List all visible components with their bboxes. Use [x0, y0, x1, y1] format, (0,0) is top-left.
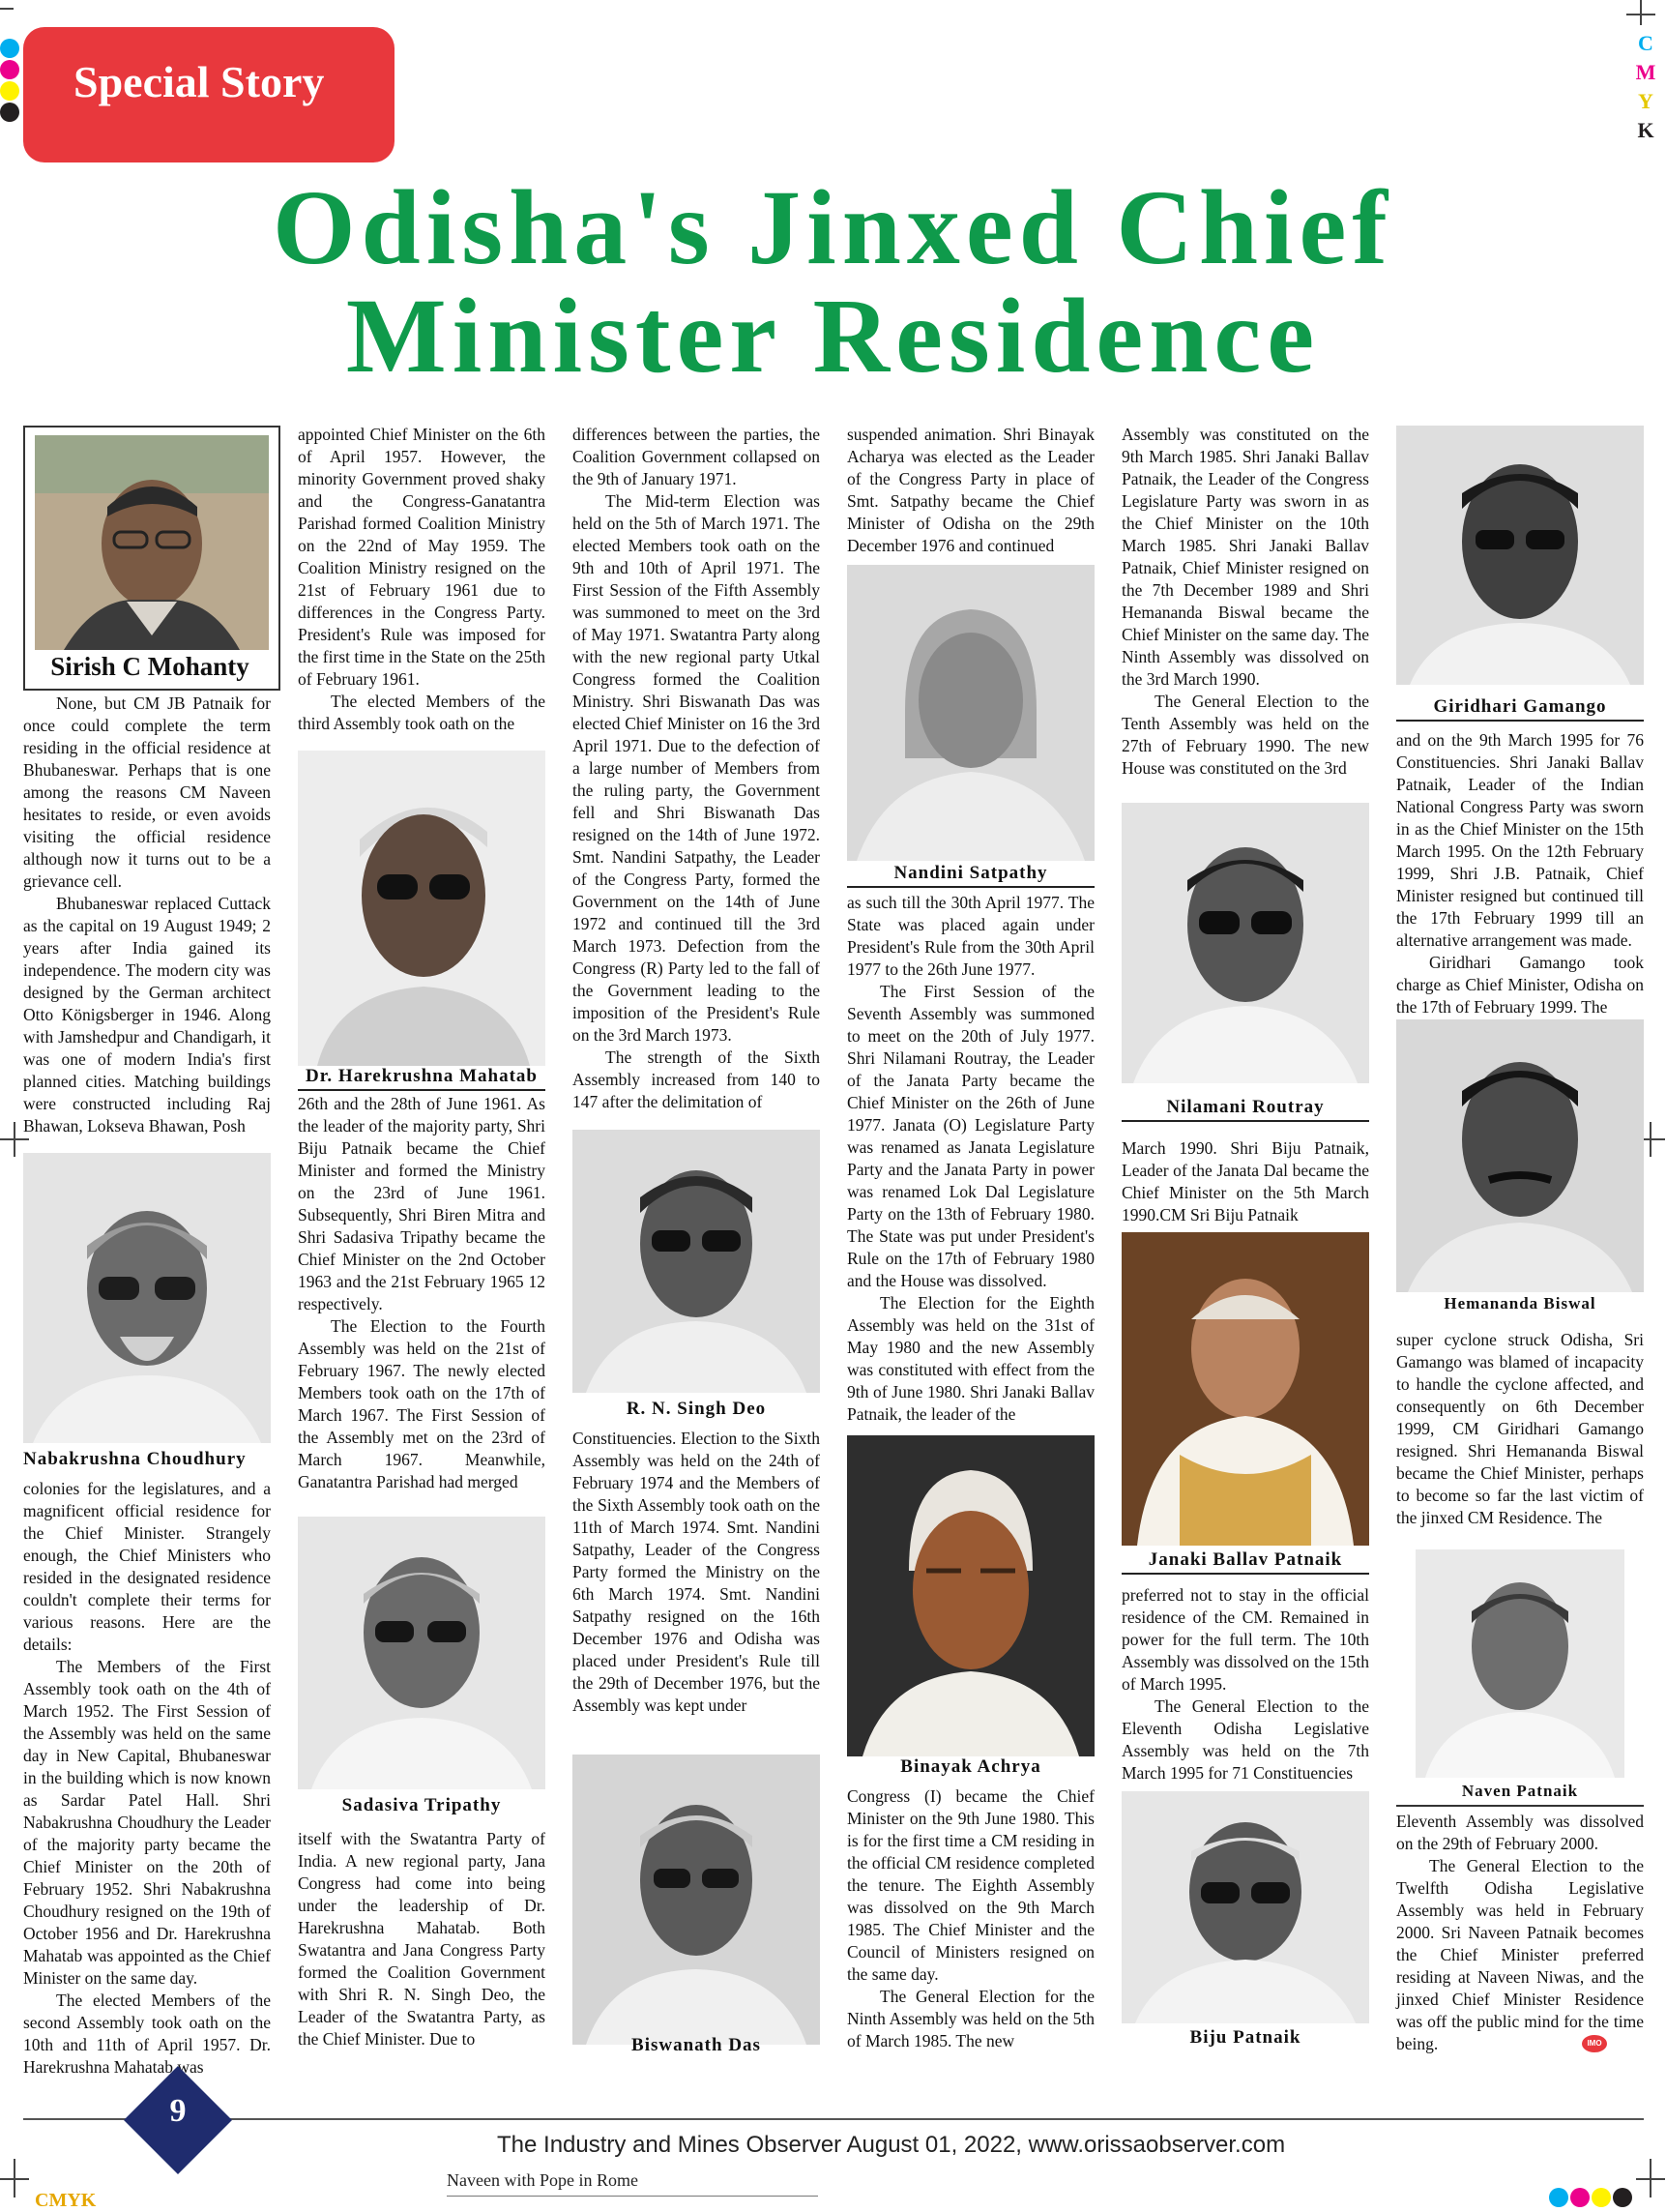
paragraph: colonies for the legislatures, and a magnificent official residence for the Chief Minister. Strangely enough, the Chief Ministers who resided in the designated residence couldn't complete their terms for various reasons. Here are the details: [23, 1479, 271, 1654]
crop-mark [0, 8, 14, 10]
teaser-rule [447, 2196, 818, 2197]
routray-caption: Nilamani Routray [1122, 1097, 1369, 1122]
column-2-bottom [298, 1828, 545, 2050]
column-6-top [1396, 729, 1644, 1018]
portrait-icon [1416, 1549, 1624, 1778]
magenta-dot [0, 60, 19, 79]
achrya-photo [847, 1435, 1095, 1756]
black-dot [1613, 2188, 1632, 2207]
paragraph: super cyclone struck Odisha, Sri Gamango was blamed of incapacity to handle the cyclone affected, and consequently on 6th December 1999, CM Giridhari Gamango resigned. Shri Hemananda Biswal became the Chief Minister, perhaps to become so far the last victim of the jinxed CM Residence. The [1396, 1330, 1644, 1527]
naveen-caption: Naven Patnaik [1461, 1782, 1579, 1800]
naveen-photo [1416, 1549, 1624, 1778]
crop-mark [1636, 2178, 1665, 2180]
column-1-top [23, 693, 271, 1137]
paragraph: The General Election for the Ninth Assembly was held on the 5th of March 1985. The new [847, 1987, 1095, 2050]
paragraph: The elected Members of the third Assembly took oath on the [298, 692, 545, 733]
biswal-caption: Hemananda Biswal [1444, 1294, 1596, 1312]
author-photo-frame [23, 426, 280, 691]
cmyk-c: C [1638, 31, 1653, 55]
column-4-bottom [847, 1785, 1095, 2052]
paragraph: appointed Chief Minister on the 6th of April 1957. However, the minority Government proved shaky and the Congress-Ganatantra Parishad formed Coalition Ministry on the 22nd of May 1959. The Coalition Ministry resigned on the 21st of February 1961 due to differences in the Congress Party. President's Rule was imposed for the first time in the State on the 25th of February 1961. [298, 425, 545, 689]
cmyk-y: Y [1638, 89, 1653, 113]
choudhury-photo [23, 1153, 271, 1443]
mahatab-caption: Dr. Harekrushna Mahatab [298, 1066, 545, 1091]
paragraph: Giridhari Gamango took charge as Chief Minister, Odisha on the 17th of February 1999. The [1396, 953, 1644, 1017]
cmyk-m: M [1635, 60, 1656, 84]
cmyk-k: K [1637, 118, 1654, 142]
portrait-icon [572, 1755, 820, 2045]
paragraph: differences between the parties, the Coalition Government collapsed on the 9th of January 1971. [572, 425, 820, 488]
headline-line-2: Minister Residence [345, 277, 1321, 395]
yellow-dot [1592, 2188, 1611, 2207]
satpathy-photo [847, 565, 1095, 861]
paragraph: 26th and the 28th of June 1961. As the leader of the majority party, Shri Biju Patnaik became the Chief Minister and formed the Ministry on the 23rd of June 1961. Subsequently, Shri Biren Mitra and Shri Sadasiva Tripathy became the Chief Minister on the 2nd October 1963 and the 21st February 1965 12 respectively. [298, 1094, 545, 1313]
paragraph: March 1990. Shri Biju Patnaik, Leader of the Janata Dal became the Chief Minister on the 5th March 1990.CM Sri Biju Patnaik [1122, 1138, 1369, 1224]
paragraph: itself with the Swatantra Party of India. A new regional party, Jana Congress had come into being under the leadership of Dr. Harekrushna Mahatab. Both Swatantra and Jana Congress Party formed the Coalition Government with Shri R. N. Singh Deo, the Leader of the Swatantra Party, as the Chief Minister. Due to [298, 1829, 545, 2049]
paragraph: as such till the 30th April 1977. The State was placed again under President's Rule from the 30th April 1977 to the 26th June 1977. [847, 893, 1095, 979]
column-6-bottom [1396, 1811, 1644, 2055]
achrya-caption: Binayak Achrya [900, 1756, 1041, 1777]
cyan-dot [0, 39, 19, 58]
portrait-icon [1396, 1019, 1644, 1292]
portrait-icon [572, 1130, 820, 1393]
cmyk-footer-text: CMYK [35, 2190, 97, 2211]
paragraph: The General Election to the Tenth Assembly was held on the 27th of February 1990. The new House was constituted on the 3rd [1122, 692, 1369, 778]
paragraph: Bhubaneswar replaced Cuttack as the capital on 19 August 1949; 2 years after India gained its independence. The modern city was designed by the German architect Otto Königsberger in 1946. Along with Jamshedpur and Chandigarh, it was one of modern India's first planned cities. Matching buildings were constructed including Raj Bhawan, Lokseva Bhawan, Posh [23, 894, 271, 1135]
column-3-top [572, 424, 820, 1113]
column-3-middle [572, 1428, 820, 1717]
biswal-photo [1396, 1019, 1644, 1292]
paragraph: Eleventh Assembly was dissolved on the 29th of February 2000. [1396, 1812, 1644, 1853]
yellow-dot [0, 81, 19, 101]
singhdeo-caption: R. N. Singh Deo [626, 1399, 767, 1419]
special-story-label: Special Story [73, 57, 325, 106]
portrait-icon [1122, 1791, 1369, 2023]
crop-mark [0, 1138, 29, 1140]
paragraph: The Election for the Eighth Assembly was held on the 31st of May 1980 and the new Assembly was constituted with effect from the 9th of June 1980. Shri Janaki Ballav Patnaik, the leader of the [847, 1293, 1095, 1424]
crop-mark [0, 2178, 29, 2180]
author-portrait-icon [25, 428, 278, 689]
next-story-teaser: Naveen with Pope in Rome [447, 2170, 638, 2190]
paragraph: The Mid-term Election was held on the 5th of March 1971. The elected Members took oath on the 9th and 10th of April 1971. The First Session of the Fifth Assembly was summoned to meet on the 3rd of May 1971. Swatantra Party along with the new regional party Utkal Congress formed the Coalition Ministry. Shri Biswanath Das was elected Chief Minister on 16 the 3rd April 1971. Due to the defection of a large number of Members from the ruling party, the Government fell and Shri Biswanath Das resigned on the 14th of June 1972. Smt. Nandini Satpathy, the Leader of the Congress Party, formed the Government on the 14th of June 1972 and continued till the 3rd March 1973. Defection from the Congress (R) Party led to the fall of the Government leading to the imposition of the President's Rule on the 3rd March 1973. [572, 491, 820, 1045]
column-2-middle [298, 1093, 545, 1493]
publication-line: The Industry and Mines Observer August 01, 2022, www.orissaobserver.com [497, 2132, 1286, 2158]
portrait-icon [1122, 1232, 1369, 1546]
portrait-icon [298, 1517, 545, 1789]
paragraph: None, but CM JB Patnaik for once could complete the term residing in the official residence at Bhubaneswar. Perhaps that is one among the reasons CM Naveen hesitates to reside, or even avoids visiting the official residence although now it turns out to be a grievance cell. [23, 693, 271, 891]
paragraph: The Election to the Fourth Assembly was held on the 21st of February 1967. The newly elected Members took oath on the 17th of March 1967. The First Session of the Assembly met on the 23rd of March 1967. Meanwhile, Ganatantra Parishad had merged [298, 1316, 545, 1491]
paragraph: Constituencies. Election to the Sixth Assembly was held on the 24th of February 1974 and the Members of the Sixth Assembly took oath on the 11th of March 1974. Smt. Nandini Satpathy, Leader of the Congress Party formed the Ministry on the 6th March 1974. Smt. Nandini Satpathy resigned on the 16th December 1976 and Odisha was placed under President's Rule till the 29th of December 1976, but the Assembly was kept under [572, 1429, 820, 1715]
jbpatnaik-photo [1122, 1232, 1369, 1546]
footer-rule [23, 2118, 1644, 2120]
singhdeo-photo [572, 1130, 820, 1393]
jbpatnaik-caption: Janaki Ballav Patnaik [1122, 1549, 1369, 1575]
portrait-icon [298, 751, 545, 1066]
column-6-middle [1396, 1329, 1644, 1529]
paragraph: and on the 9th March 1995 for 76 Constituencies. Shri Janaki Ballav Patnaik, Leader of the Indian National Congress Party was sworn in as the Chief Minister on the 15th March 1995. On the 12th February 1999, Shri J.B. Patnaik, Chief Minister resigned but continued till the 17th February 1999 till an alternative arrangement was made. [1396, 730, 1644, 950]
satpathy-caption: Nandini Satpathy [847, 863, 1095, 888]
column-4-top [847, 424, 1095, 557]
crop-mark [1640, 0, 1642, 25]
tripathy-photo [298, 1517, 545, 1789]
magenta-dot [1570, 2188, 1590, 2207]
portrait-icon [1396, 426, 1644, 685]
special-story-tab [23, 27, 395, 162]
column-5-middle [1122, 1137, 1369, 1226]
gamango-photo [1396, 426, 1644, 685]
paragraph: suspended animation. Shri Binayak Acharya was elected as the Leader of the Congress Party in place of Smt. Satpathy became the Chief Minister of Odisha on the 29th December 1976 and continued [847, 425, 1095, 555]
das-caption: Biswanath Das [631, 2035, 761, 2055]
paragraph: The elected Members of the second Assembly took oath on the 10th and 11th of April 1957. Dr. Harekrushna Mahatab was [23, 1991, 271, 2077]
column-4-middle [847, 892, 1095, 1426]
column-5-bottom [1122, 1584, 1369, 1784]
paragraph: The First Session of the Seventh Assembly was summoned to meet on the 20th of July 1977. Shri Nilamani Routray, the Leader of the Janata Party became the Chief Minister on the 26th of June 1977. Janata (O) Legislature Party was renamed as Janata Legislature Party and the Janata Party in power was renamed Lok Dal Legislature Party on the 13th of February 1980. The State was put under President's Rule on the 17th of February 1980 and the House was dissolved. [847, 982, 1095, 1290]
end-mark-icon [1582, 2035, 1607, 2052]
paragraph: The General Election to the Twelfth Odisha Legislative Assembly was held in February 2000. Sri Naveen Patnaik becomes the Chief Minister preferred residing at Naveen Niwas, and the jinxed Chief Minister Residence was off the public mind for the time being. [1396, 1856, 1644, 2053]
paragraph: Congress (I) became the Chief Minister on the 9th June 1980. This is for the first time a CM residing in the official CM residence completed the tenure. The Eighth Assembly was dissolved on the 9th March 1985. The Chief Minister and the Council of Ministers resigned on the same day. [847, 1786, 1095, 1984]
routray-photo [1122, 803, 1369, 1083]
column-2-top [298, 424, 545, 735]
tripathy-caption: Sadasiva Tripathy [341, 1795, 502, 1815]
biju-caption: Biju Patnaik [1189, 2027, 1301, 2048]
choudhury-caption: Nabakrushna Choudhury [23, 1449, 247, 1469]
column-5-top [1122, 424, 1369, 780]
paragraph: preferred not to stay in the official residence of the CM. Remained in power for the full term. The 10th Assembly was dissolved on the 15th of March 1995. [1122, 1585, 1369, 1694]
cmyk-footer-label [35, 2190, 96, 2212]
das-photo [572, 1755, 820, 2045]
end-mark-text: IMO [1587, 2039, 1602, 2048]
column-1-bottom [23, 1478, 271, 2079]
paragraph: The Members of the First Assembly took oath on the 4th of March 1952. The First Session of the Assembly was held on the same day in New Capital, Bhubaneswar in the building which is now known as Sardar Patel Hall. Shri Nabakrushna Choudhury the Leader of the majority party became the Chief Minister on the 20th of February 1952. Shri Nabakrushna Choudhury resigned on the 19th of October 1956 and Dr. Harekrushna Mahatab was appointed as the Chief Minister on the same day. [23, 1657, 271, 1988]
portrait-icon [847, 565, 1095, 861]
biju-photo [1122, 1791, 1369, 2023]
paragraph: The strength of the Sixth Assembly increased from 140 to 147 after the delimitation of [572, 1047, 820, 1111]
headline-line-1: Odisha's Jinxed Chief [272, 168, 1394, 286]
gamango-caption: Giridhari Gamango [1396, 696, 1644, 722]
portrait-icon [23, 1153, 271, 1443]
portrait-icon [1122, 803, 1369, 1083]
caption-rule [1396, 1805, 1644, 1807]
portrait-icon [847, 1435, 1095, 1756]
author-name: Sirish C Mohanty [50, 652, 249, 681]
paragraph: Assembly was constituted on the 9th March 1985. Shri Janaki Ballav Patnaik, the Leader of the Congress Legislature Party was sworn in as the Chief Minister on the 10th March 1985. Shri Janaki Ballav Patnaik, Chief Minister resigned on the 7th December 1989 and Shri Hemananda Biswal became the Chief Minister on the same day. The Ninth Assembly was dissolved on the 3rd March 1990. [1122, 425, 1369, 689]
black-dot [0, 103, 19, 122]
page-number: 9 [169, 2093, 187, 2129]
paragraph: The General Election to the Eleventh Odisha Legislative Assembly was held on the 7th March 1995 for 71 Constituencies [1122, 1696, 1369, 1783]
cmyk-letters [1635, 29, 1656, 145]
cyan-dot [1549, 2188, 1568, 2207]
mahatab-photo [298, 751, 545, 1066]
crop-mark [1626, 14, 1655, 15]
